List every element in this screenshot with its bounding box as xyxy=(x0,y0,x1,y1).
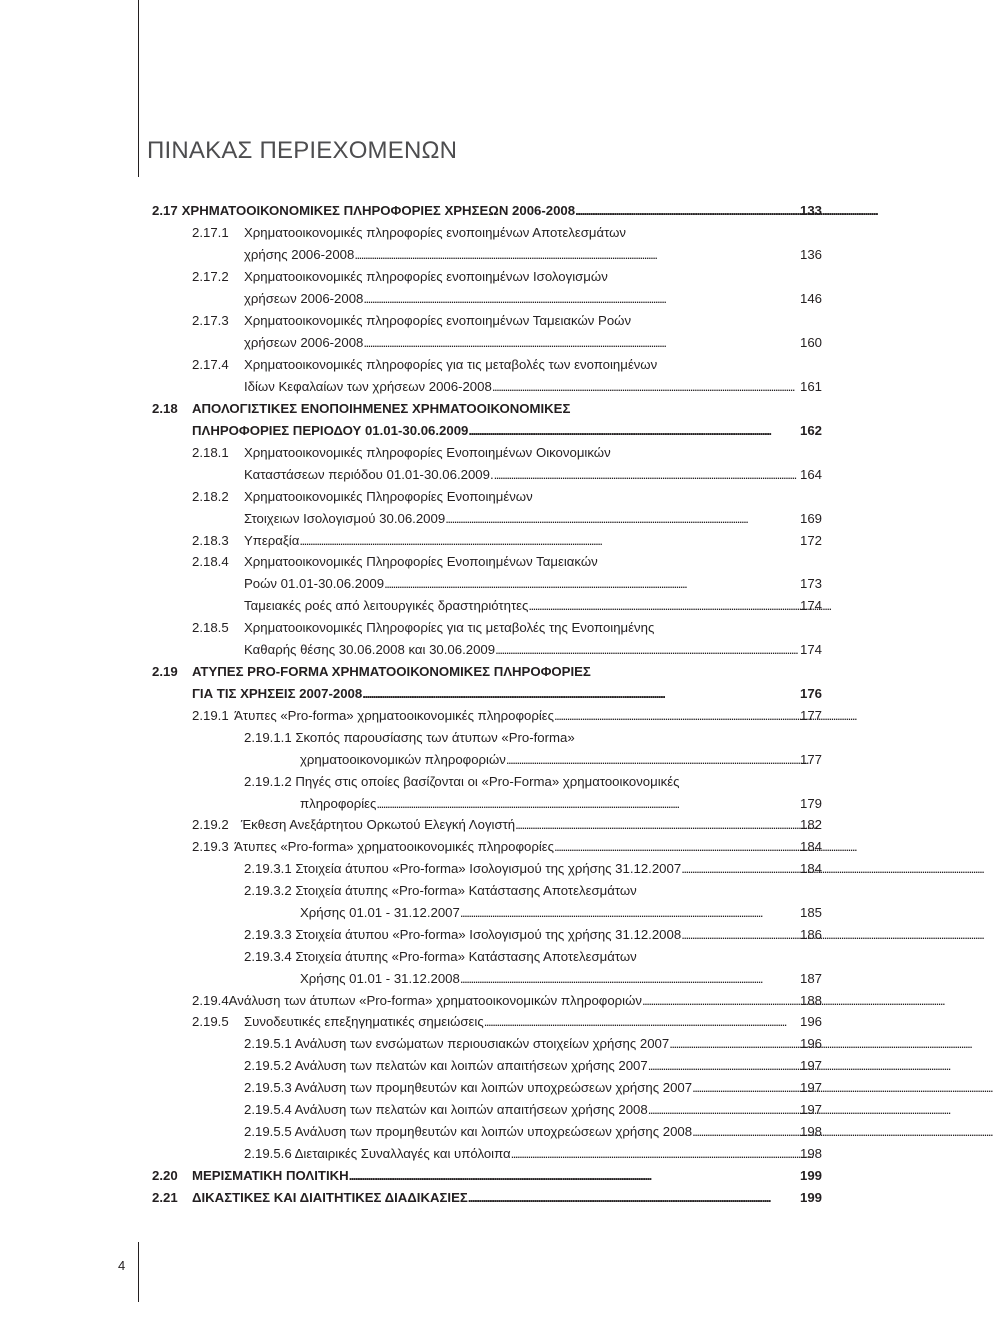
toc-entry xyxy=(244,1057,822,1075)
dot-leader xyxy=(642,992,798,1010)
toc-entry-number: 2.19 xyxy=(152,664,178,679)
toc-entry-title: Ιδίων Κεφαλαίων των χρήσεων 2006-2008 xyxy=(244,379,492,394)
toc-entry-title: χρηματοοικονομικών πληροφοριών xyxy=(300,752,506,767)
dot-leader xyxy=(299,532,798,550)
toc-entry-title: Χρηματοοικονομικές Πληροφορίες για τις μεταβολές της Ενοποιημένης xyxy=(244,620,655,635)
dot-leader xyxy=(528,597,798,615)
toc-entry-title: 2.19.1.2 Πηγές στις οποίες βασίζονται οι «Pro-Forma» χρηματοοικονομικές xyxy=(244,774,680,789)
toc-entry xyxy=(244,1145,822,1163)
dot-leader xyxy=(648,1101,798,1119)
toc-entry xyxy=(152,202,822,220)
toc-entry-page: 179 xyxy=(799,796,822,811)
toc-entry-title: Χρηματοοικονομικές πληροφορίες Ενοποιημένων Οικονομικών xyxy=(244,445,611,460)
toc-entry-title: Χρηματοοικονομικές πληροφορίες ενοποιημένων Ισολογισμών xyxy=(244,269,608,284)
dot-leader xyxy=(494,466,798,484)
toc-entry-title: 2.19.5.6 Διεταιρικές Συναλλαγές και υπόλοιπα xyxy=(244,1146,511,1161)
toc-entry-page: 184 xyxy=(799,861,822,876)
toc-entry-title: Έκθεση Ανεξάρτητου Ορκωτού Ελεγκή Λογιστή xyxy=(240,817,516,832)
toc-entry-title: 2.19.3.1 Στοιχεία άτυπου «Pro-forma» Ισολογισμού της χρήσης 31.12.2007 xyxy=(244,861,682,876)
page-number: 4 xyxy=(118,1258,126,1273)
toc-entry-number: 2.18.4 xyxy=(192,554,229,569)
toc-entry xyxy=(192,224,626,242)
toc-entry-page: 199 xyxy=(799,1190,822,1205)
toc-entry-title: Καταστάσεων περιόδου 01.01-30.06.2009. xyxy=(244,467,494,482)
toc-entry xyxy=(244,597,822,615)
toc-entry-title: χρήσης 2006-2008 xyxy=(244,247,355,262)
toc-entry-title: Χρήσης 01.01 - 31.12.2007 xyxy=(300,905,460,920)
toc-entry-number: 2.19.2 xyxy=(192,817,229,832)
toc-entry xyxy=(152,1167,822,1185)
dot-leader xyxy=(468,422,798,440)
toc-entry xyxy=(152,1189,822,1207)
dot-leader xyxy=(354,246,798,264)
toc-entry-page: 162 xyxy=(799,423,822,438)
toc-entry-title: ΜΕΡΙΣΜΑΤΙΚΗ ΠΟΛΙΤΙΚΗ xyxy=(192,1168,349,1183)
toc-entry-title: 2.19.5.3 Ανάλυση των προμηθευτών και λοιπών υποχρεώσεων χρήσης 2007 xyxy=(244,1080,693,1095)
dot-leader xyxy=(515,816,798,834)
toc-entry xyxy=(244,246,822,264)
toc-entry-title: 2.19.5.4 Ανάλυση των πελατών και λοιπών απαιτήσεων χρήσης 2008 xyxy=(244,1102,648,1117)
toc-entry xyxy=(244,860,822,878)
toc-entry-page: 160 xyxy=(799,335,822,350)
dot-leader xyxy=(362,685,798,703)
toc-entry-title: Άτυπες «Pro-forma» χρηματοοικονομικές πληροφορίες xyxy=(234,708,555,723)
toc-entry xyxy=(192,992,822,1010)
toc-entry-page: 185 xyxy=(799,905,822,920)
toc-entry-title: Ανάλυση των άτυπων «Pro-forma» χρηματοοικονομικών πληροφοριών xyxy=(228,993,642,1008)
toc-entry-page: 196 xyxy=(799,1036,822,1051)
dot-leader xyxy=(363,334,798,352)
toc-entry xyxy=(244,773,680,791)
toc-entry xyxy=(300,904,822,922)
toc-entry-page: 188 xyxy=(799,993,822,1008)
toc-entry xyxy=(244,729,575,747)
toc-entry xyxy=(192,422,822,440)
dot-leader xyxy=(681,860,798,878)
dot-leader xyxy=(681,926,798,944)
toc-entry-title: 2.19.1.1 Σκοπός παρουσίασης των άτυπων «Pro-forma» xyxy=(244,730,575,745)
dot-leader xyxy=(460,970,798,988)
toc-entry xyxy=(192,444,611,462)
toc-entry-page: 169 xyxy=(799,511,822,526)
toc-entry-title: Χρηματοοικονομικές Πληροφορίες Ενοποιημένων Ταμειακών xyxy=(244,554,598,569)
dot-leader xyxy=(692,1123,798,1141)
toc-entry-number: 2.17.4 xyxy=(192,357,229,372)
toc-entry xyxy=(152,400,570,418)
toc-entry-page: 133 xyxy=(799,203,822,218)
toc-entry xyxy=(244,1035,822,1053)
toc-entry-number: 2.17.1 xyxy=(192,225,229,240)
toc-entry-title: Υπεραξία xyxy=(244,533,300,548)
toc-entry-page: 174 xyxy=(799,642,822,657)
toc-entry-title: ΔΙΚΑΣΤΙΚΕΣ ΚΑΙ ΔΙΑΙΤΗΤΙΚΕΣ ΔΙΑΔΙΚΑΣΙΕΣ xyxy=(192,1190,468,1205)
toc-entry-page: 182 xyxy=(799,817,822,832)
toc-entry-title: 2.19.3.3 Στοιχεία άτυπου «Pro-forma» Ισολογισμού της χρήσης 31.12.2008 xyxy=(244,927,682,942)
dot-leader xyxy=(384,575,798,593)
toc-entry xyxy=(244,510,822,528)
toc-entry-page: 197 xyxy=(799,1102,822,1117)
toc-entry-number: 2.19.3 xyxy=(192,839,229,854)
dot-leader xyxy=(575,202,798,220)
toc-entry xyxy=(244,948,637,966)
toc-entry-number: 2.17.2 xyxy=(192,269,229,284)
toc-entry-title: Στοιχειων Ισολογισμού 30.06.2009 xyxy=(244,511,446,526)
toc-entry xyxy=(192,532,822,550)
dot-leader xyxy=(484,1013,798,1031)
toc-entry xyxy=(244,1101,822,1119)
dot-leader xyxy=(648,1057,798,1075)
toc-entry xyxy=(192,312,631,330)
toc-entry-title: Χρήσης 01.01 - 31.12.2008 xyxy=(300,971,460,986)
toc-entry-number: 2.18 xyxy=(152,401,178,416)
toc-entry xyxy=(152,663,591,681)
toc-entry xyxy=(244,926,822,944)
toc-entry-page: 176 xyxy=(799,686,822,701)
toc-entry-page: 173 xyxy=(799,576,822,591)
toc-entry xyxy=(192,1013,822,1031)
toc-entry-title: Χρηματοοικονομικές πληροφορίες για τις μεταβολές των ενοποιημένων xyxy=(244,357,658,372)
toc-entry xyxy=(300,970,822,988)
toc-entry-title: 2.19.3.2 Στοιχεία άτυπης «Pro-forma» Κατάστασης Αποτελεσμάτων xyxy=(244,883,637,898)
toc-entry-title: 2.19.5.5 Ανάλυση των προμηθευτών και λοιπών υποχρεώσεων χρήσης 2008 xyxy=(244,1124,693,1139)
toc-entry-page: 197 xyxy=(799,1080,822,1095)
toc-entry-title: Καθαρής θέσης 30.06.2008 και 30.06.2009 xyxy=(244,642,496,657)
dot-leader xyxy=(460,904,798,922)
toc-entry-page: 199 xyxy=(799,1168,822,1183)
toc-entry-number: 2.18.2 xyxy=(192,489,229,504)
toc-entry-page: 177 xyxy=(799,708,822,723)
toc-entry xyxy=(192,838,822,856)
dot-leader xyxy=(445,510,798,528)
toc-entry-title: Ροών 01.01-30.06.2009 xyxy=(244,576,385,591)
toc-entry-page: 177 xyxy=(799,752,822,767)
toc-entry xyxy=(244,378,822,396)
toc-entry-number: 2.20 xyxy=(152,1168,178,1183)
toc-entry xyxy=(244,641,822,659)
page-title: ΠΙΝΑΚΑΣ ΠΕΡΙΕΧΟΜΕΝΩΝ xyxy=(147,137,458,164)
toc-entry-page: 136 xyxy=(799,247,822,262)
toc-entry-title: Χρηματοοικονομικές Πληροφορίες Ενοποιημένων xyxy=(244,489,533,504)
toc-entry xyxy=(244,575,822,593)
toc-entry-number: 2.18.5 xyxy=(192,620,229,635)
toc-entry-page: 198 xyxy=(799,1124,822,1139)
dot-leader xyxy=(511,1145,798,1163)
toc-entry-title: Χρηματοοικονομικές πληροφορίες ενοποιημένων Ταμειακών Ροών xyxy=(244,313,632,328)
toc-entry-page: 184 xyxy=(799,839,822,854)
toc-entry-number: 2.17.3 xyxy=(192,313,229,328)
toc-entry xyxy=(244,290,822,308)
dot-leader xyxy=(692,1079,798,1097)
toc-entry-page: 161 xyxy=(799,379,822,394)
toc-entry-page: 172 xyxy=(799,533,822,548)
toc-entry-title: πληροφορίες xyxy=(300,796,377,811)
margin-rule-top xyxy=(138,0,139,177)
dot-leader xyxy=(492,378,798,396)
toc-entry-page: 196 xyxy=(799,1014,822,1029)
dot-leader xyxy=(669,1035,798,1053)
toc-entry-number: 2.19.5 xyxy=(192,1014,229,1029)
toc-entry-title: ΑΠΟΛΟΓΙΣΤΙΚΕΣ ΕΝΟΠΟΙΗΜΕΝΕΣ ΧΡΗΜΑΤΟΟΙΚΟΝΟΜΙΚΕΣ xyxy=(192,401,571,416)
toc-entry-title: ΧΡΗΜΑΤΟΟΙΚΟΝΟΜΙΚΕΣ ΠΛΗΡΟΦΟΡΙΕΣ ΧΡΗΣΕΩΝ 2006-2008 xyxy=(181,203,576,218)
toc-entry-page: 198 xyxy=(799,1146,822,1161)
toc-entry-title: χρήσεων 2006-2008 xyxy=(244,335,364,350)
toc-entry-number: 2.18.3 xyxy=(192,533,229,548)
toc-entry-page: 197 xyxy=(799,1058,822,1073)
toc-entry-page: 146 xyxy=(799,291,822,306)
toc-entry xyxy=(192,553,598,571)
toc-entry xyxy=(300,795,822,813)
toc-entry-title: Ταμειακές ροές από λειτουργικές δραστηριότητες xyxy=(244,598,529,613)
toc-entry xyxy=(300,751,822,769)
dot-leader xyxy=(495,641,798,659)
dot-leader xyxy=(468,1189,798,1207)
toc-entry-number: 2.19.4 xyxy=(192,993,229,1008)
toc-entry-title: ΑΤΥΠΕΣ PRO-FORMA ΧΡΗΜΑΤΟΟΙΚΟΝΟΜΙΚΕΣ ΠΛΗΡΟΦΟΡΙΕΣ xyxy=(192,664,591,679)
toc-entry xyxy=(192,488,533,506)
toc-entry xyxy=(244,882,637,900)
toc-entry-number: 2.17 xyxy=(152,203,178,218)
toc-entry xyxy=(192,707,822,725)
dot-leader xyxy=(376,795,798,813)
toc-entry-title: 2.19.5.2 Ανάλυση των πελατών και λοιπών απαιτήσεων χρήσης 2007 xyxy=(244,1058,648,1073)
toc-entry-title: 2.19.3.4 Στοιχεία άτυπης «Pro-forma» Κατάστασης Αποτελεσμάτων xyxy=(244,949,637,964)
toc-entry-title: χρήσεων 2006-2008 xyxy=(244,291,364,306)
dot-leader xyxy=(363,290,798,308)
toc-entry-title: 2.19.5.1 Ανάλυση των ενσώματων περιουσιακών στοιχείων χρήσης 2007 xyxy=(244,1036,670,1051)
toc-entry-page: 187 xyxy=(799,971,822,986)
toc-entry xyxy=(244,1079,822,1097)
dot-leader xyxy=(554,838,798,856)
toc-entry xyxy=(244,466,822,484)
toc-entry-page: 174 xyxy=(799,598,822,613)
toc-entry xyxy=(244,1123,822,1141)
toc-entry xyxy=(192,356,657,374)
toc-entry-title: Άτυπες «Pro-forma» χρηματοοικονομικές πληροφορίες xyxy=(234,839,555,854)
toc-entry-title: Συνοδευτικές επεξηγηματικές σημειώσεις xyxy=(244,1014,484,1029)
toc-entry-number: 2.21 xyxy=(152,1190,178,1205)
dot-leader xyxy=(554,707,798,725)
toc-entry-number: 2.19.1 xyxy=(192,708,229,723)
dot-leader xyxy=(349,1167,798,1185)
toc-entry xyxy=(192,816,822,834)
toc-entry-page: 164 xyxy=(799,467,822,482)
toc-entry-number: 2.18.1 xyxy=(192,445,229,460)
toc-entry-title: ΠΛΗΡΟΦΟΡΙΕΣ ΠΕΡΙΟΔΟΥ 01.01-30.06.2009 xyxy=(192,423,469,438)
toc-entry-page: 186 xyxy=(799,927,822,942)
dot-leader xyxy=(506,751,798,769)
toc-entry xyxy=(192,619,654,637)
toc-entry xyxy=(244,334,822,352)
toc-entry-title: Χρηματοοικονομικές πληροφορίες ενοποιημένων Αποτελεσμάτων xyxy=(244,225,626,240)
toc-entry xyxy=(192,685,822,703)
margin-rule-bottom xyxy=(138,1242,139,1302)
toc-entry-title: ΓΙΑ ΤΙΣ ΧΡΗΣΕΙΣ 2007-2008 xyxy=(192,686,363,701)
toc-entry xyxy=(192,268,608,286)
